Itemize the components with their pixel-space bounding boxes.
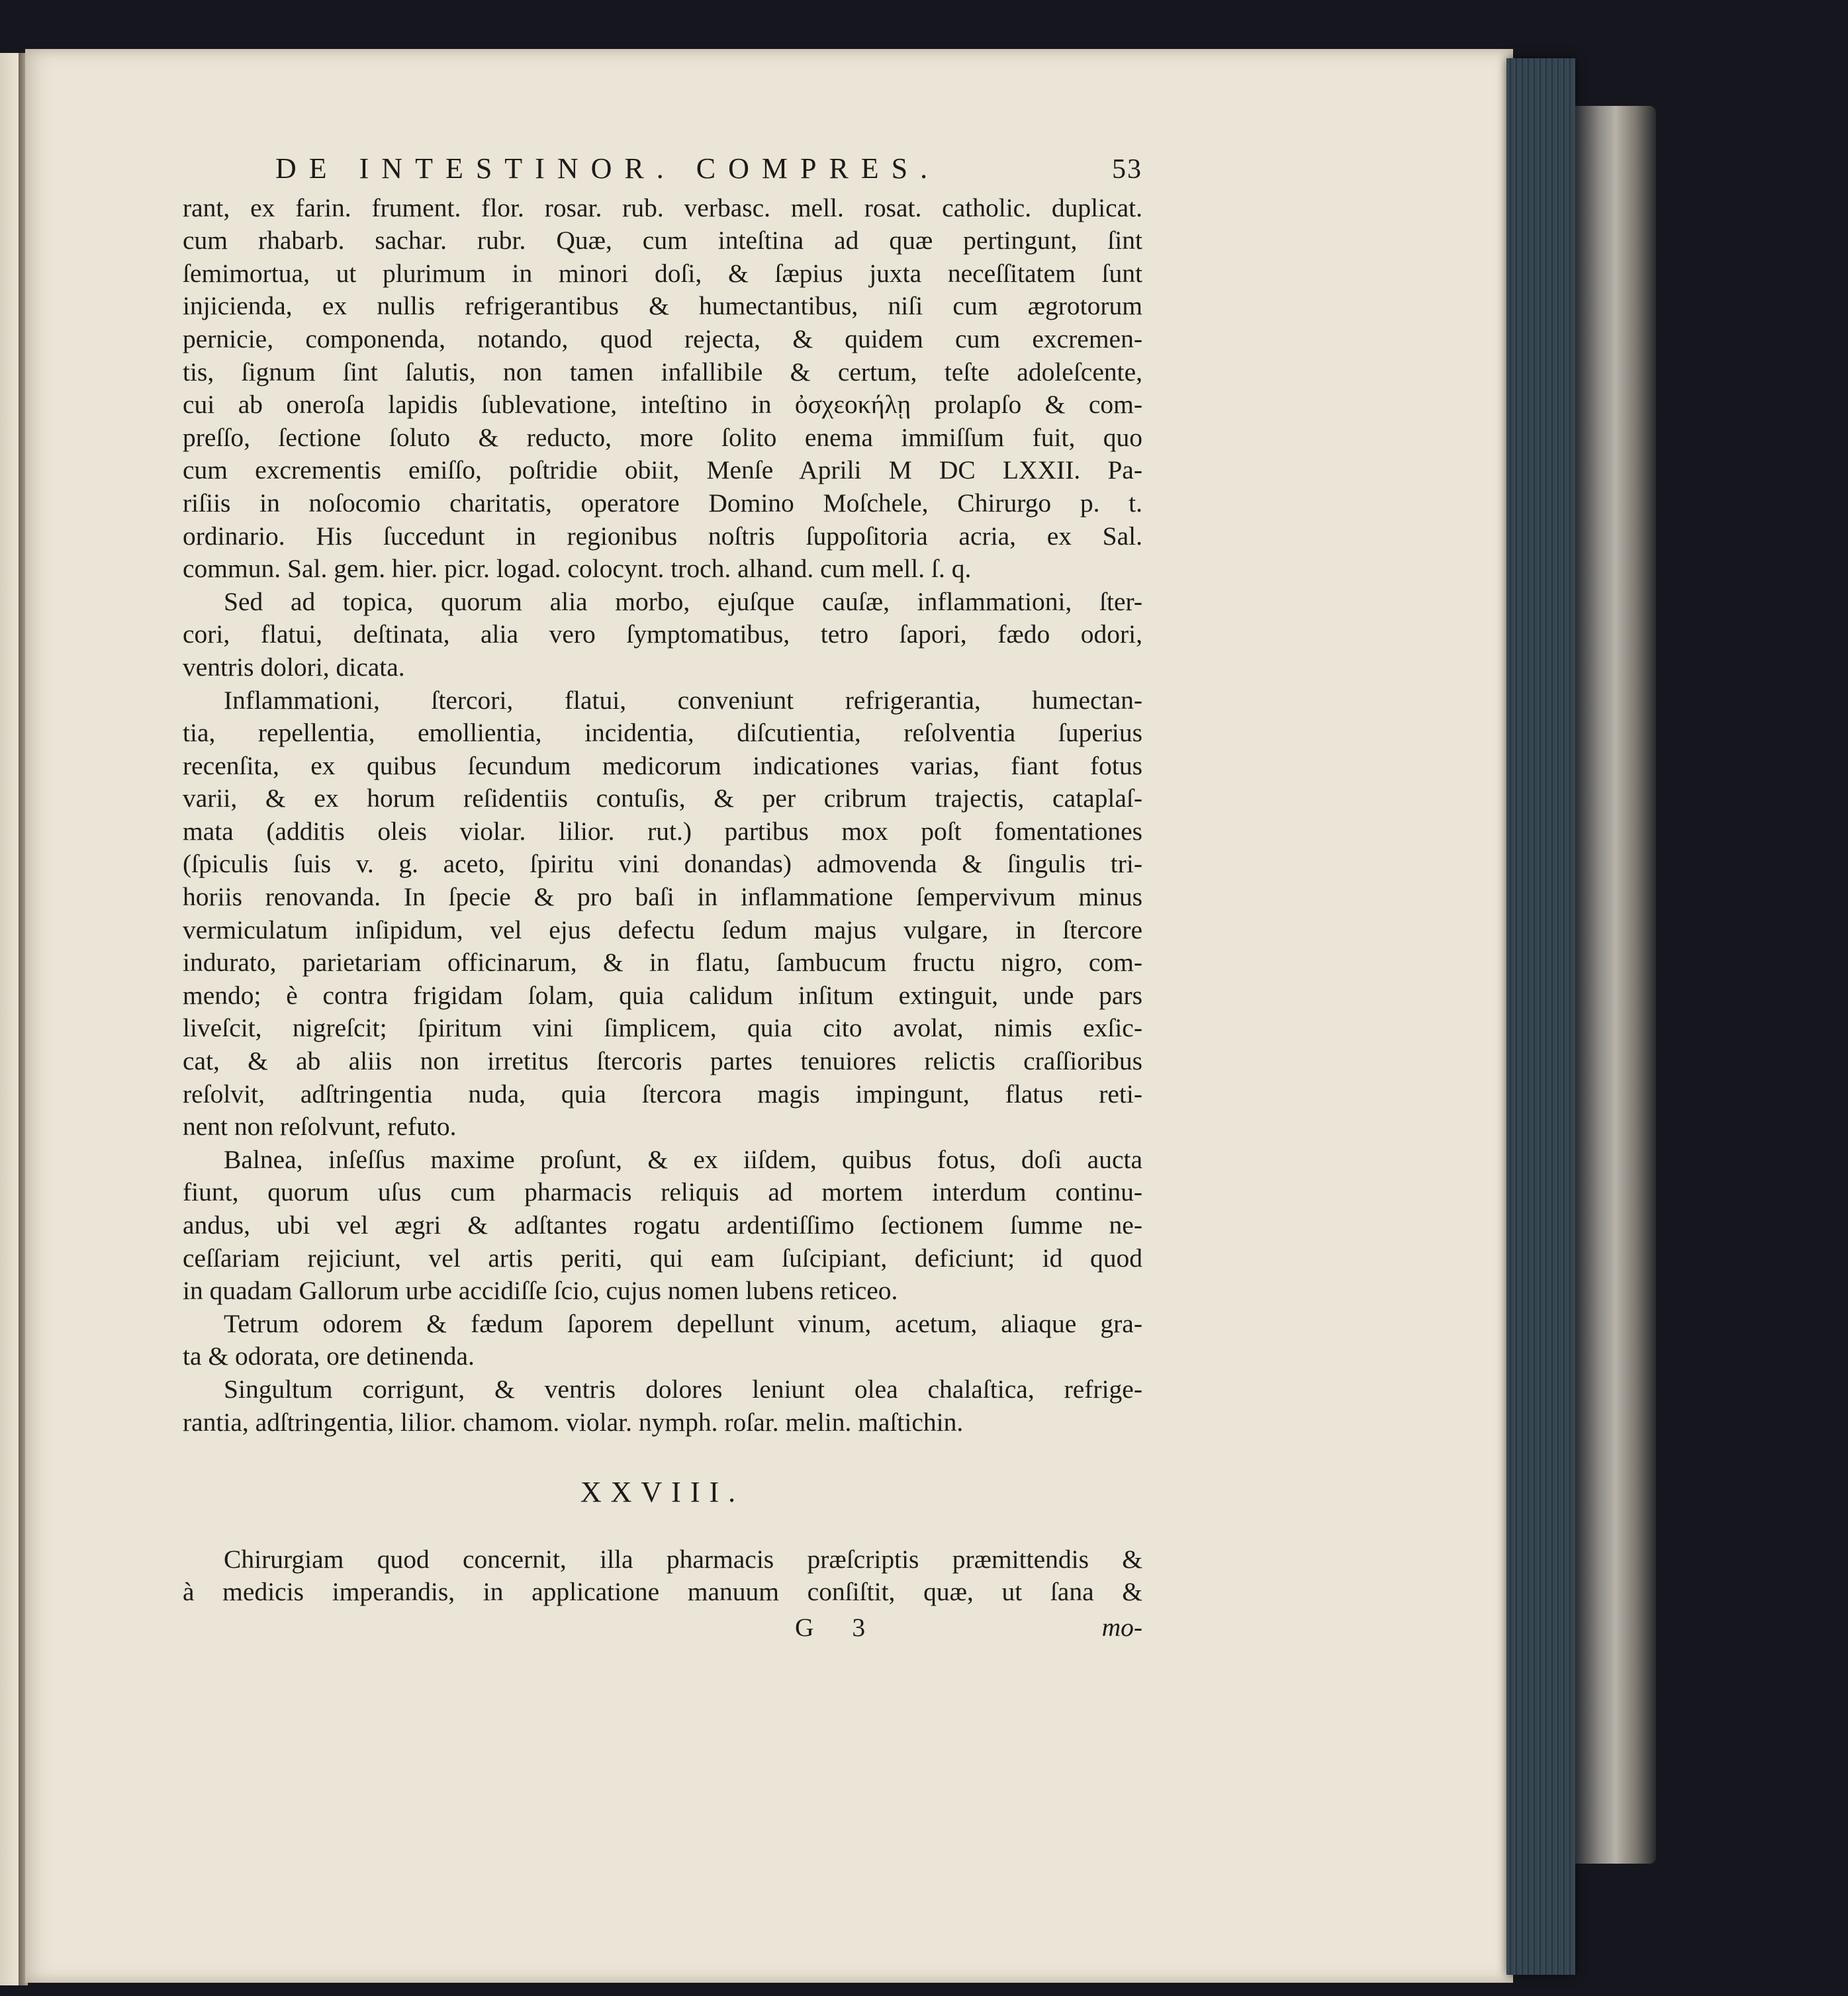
text-line: fiunt, quorum uſus cum pharmacis reliquis ad mortem interdum continu- bbox=[183, 1177, 1142, 1207]
text-line: cui ab oneroſa lapidis ſublevatione, inteſtino in ὀσχεοκήλῃ prolapſo & com- bbox=[183, 390, 1142, 420]
running-header bbox=[275, 152, 1142, 187]
page-number: 53 bbox=[1112, 154, 1142, 185]
text-line: Singultum corrigunt, & ventris dolores leniunt olea chalaſtica, refrige- bbox=[224, 1374, 1142, 1404]
text-line: cat, & ab aliis non irretitus ſtercoris partes tenuiores relictis craſſioribus bbox=[183, 1046, 1142, 1076]
text-line: (ſpiculis ſuis v. g. aceto, ſpiritu vini donandas) admovenda & ſingulis tri- bbox=[183, 849, 1142, 879]
text-line: Inflammationi, ſtercori, flatui, conveniunt refrigerantia, humectan- bbox=[224, 685, 1142, 715]
text-line: horiis renovanda. In ſpecie & pro baſi in inflammatione ſempervivum minus bbox=[183, 882, 1142, 912]
text-line: riſiis in noſocomio charitatis, operatore Domino Moſchele, Chirurgo p. t. bbox=[183, 488, 1142, 518]
text-line: ordinario. His ſuccedunt in regionibus noſtris ſuppoſitoria acria, ex Sal. bbox=[183, 521, 1142, 551]
text-line: preſſo, ſectione ſoluto & reducto, more ſolito enema immiſſum fuit, quo bbox=[183, 422, 1142, 452]
book-cover-board bbox=[1575, 106, 1656, 1864]
text-line: cori, flatui, deſtinata, alia vero ſymptomatibus, tetro ſapori, fædo odori, bbox=[183, 619, 1142, 649]
text-line: recenſita, ex quibus ſecundum medicorum indicationes varias, fiant fotus bbox=[183, 750, 1142, 780]
section-paragraphs bbox=[183, 1543, 1142, 1609]
text-line: ventris dolori, dicata. bbox=[183, 652, 405, 682]
text-line: in quadam Gallorum urbe accidiſſe ſcio, cujus nomen lubens reticeo. bbox=[183, 1276, 898, 1306]
text-line: Balnea, inſeſſus maxime proſunt, & ex iiſdem, quibus fotus, doſi aucta bbox=[224, 1144, 1142, 1174]
page-footer bbox=[183, 1611, 1142, 1645]
text-line: vermiculatum inſipidum, vel ejus defectu ſedum majus vulgare, in ſtercore bbox=[183, 915, 1142, 944]
body-paragraphs bbox=[183, 192, 1142, 1439]
text-line: commun. Sal. gem. hier. picr. logad. colocynt. troch. alhand. cum mell. ſ. q. bbox=[183, 554, 972, 584]
text-line: rantia, adſtringentia, lilior. chamom. violar. nymph. roſar. melin. maſtichin. bbox=[183, 1407, 964, 1437]
running-title: DE INTESTINOR. COMPRES. bbox=[275, 152, 941, 185]
text-line: cum rhabarb. sachar. rubr. Quæ, cum inteſtina ad quæ pertingunt, ſint bbox=[183, 226, 1142, 255]
signature-mark: G 3 bbox=[795, 1612, 882, 1642]
text-line: Chirurgiam quod concernit, illa pharmacis præſcriptis præmittendis & bbox=[224, 1544, 1142, 1574]
text-line: mendo; è contra frigidam ſolam, quia calidum inſitum extinguit, unde pars bbox=[183, 980, 1142, 1010]
text-line: Tetrum odorem & fædum ſaporem depellunt vinum, acetum, aliaque gra- bbox=[224, 1308, 1142, 1338]
text-line: andus, ubi vel ægri & adſtantes rogatu ardentiſſimo ſectionem ſumme ne- bbox=[183, 1210, 1142, 1240]
text-line: liveſcit, nigreſcit; ſpiritum vini ſimplicem, quia cito avolat, nimis exſic- bbox=[183, 1013, 1142, 1043]
text-line: nent non reſolvunt, refuto. bbox=[183, 1112, 457, 1142]
text-line: tia, repellentia, emollientia, incidentia, diſcutientia, reſolventia ſuperius bbox=[183, 718, 1142, 748]
text-line: Sed ad topica, quorum alia morbo, ejuſque cauſæ, inflammationi, ſter- bbox=[224, 586, 1142, 616]
text-line: rant, ex farin. frument. flor. rosar. rub. verbasc. mell. rosat. catholic. duplicat. bbox=[183, 193, 1142, 222]
text-line: tis, ſignum ſint ſalutis, non tamen infallibile & certum, teſte adoleſcente, bbox=[183, 357, 1142, 386]
text-line: pernicie, componenda, notando, quod rejecta, & quidem cum excremen- bbox=[183, 324, 1142, 353]
text-line: varii, & ex horum reſidentiis contuſis, & per cribrum trajectis, cataplaſ- bbox=[183, 784, 1142, 813]
page-block-edge bbox=[1506, 58, 1575, 1975]
page-text bbox=[183, 152, 1142, 1645]
text-line: ta & odorata, ore detinenda. bbox=[183, 1341, 475, 1371]
text-line: cum excrementis emiſſo, poſtridie obiit, Menſe Aprili M DC LXXII. Pa- bbox=[183, 455, 1142, 485]
text-line: reſolvit, adſtringentia nuda, quia ſtercora magis impingunt, flatus reti- bbox=[183, 1079, 1142, 1109]
text-line: mata (additis oleis violar. lilior. rut.) partibus mox poſt fomentationes bbox=[183, 816, 1142, 846]
text-line: ceſſariam rejiciunt, vel artis periti, qui eam ſuſcipiant, deficiunt; id quod bbox=[183, 1243, 1142, 1273]
text-line: injicienda, ex nullis refrigerantibus & humectantibus, niſi cum ægrotorum bbox=[183, 291, 1142, 321]
text-line: à medicis imperandis, in applicatione manuum conſiſtit, quæ, ut ſana & bbox=[183, 1577, 1142, 1607]
text-line: ſemimortua, ut plurimum in minori doſi, & ſæpius juxta neceſſitatem ſunt bbox=[183, 258, 1142, 288]
catchword: mo- bbox=[1101, 1612, 1142, 1642]
section-heading: XXVIII. bbox=[580, 1476, 745, 1509]
text-line: indurato, parietariam officinarum, & in flatu, ſambucum fructu nigro, com- bbox=[183, 948, 1142, 977]
